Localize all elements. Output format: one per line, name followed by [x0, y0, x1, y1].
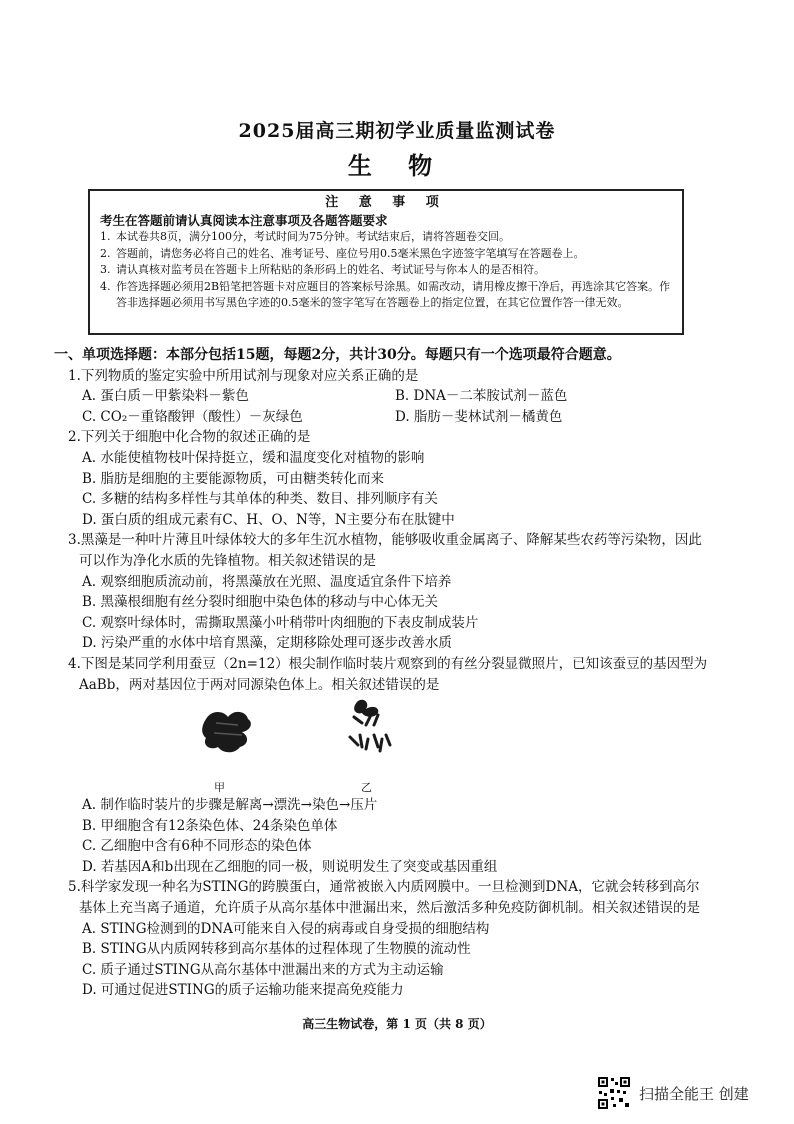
notice-item	[100, 279, 672, 312]
question-4	[68, 654, 708, 878]
scanner-watermark	[597, 1076, 749, 1110]
option-b: B. 黑藻根细胞有丝分裂时细胞中染色体的移动与中心体无关	[82, 594, 439, 611]
option-b: B. 甲细胞含有12条染色体、24条染色单体	[82, 817, 338, 834]
cell-jia-micrograph	[198, 705, 258, 760]
scanner-label: 扫描全能王 创建	[639, 1084, 749, 1103]
option-b: B. 脂肪是细胞的主要能源物质，可由糖类转化而来	[82, 470, 385, 487]
notice-item-num: 3.	[100, 263, 111, 276]
option-d: D. 污染严重的水体中培育黑藻，定期移除处理可逐步改善水质	[82, 635, 452, 652]
cell-yi-micrograph	[340, 695, 400, 765]
option-c: C. 乙细胞中含有6种不同形态的染色体	[82, 838, 312, 855]
notice-item	[100, 246, 672, 263]
section-heading: 一、单项选择题：本部分包括15题，每题2分，共计30分。每题只有一个选项最符合题意。	[54, 347, 621, 363]
notice-box	[88, 189, 684, 335]
notice-item-text: 答题前，请您务必将自己的姓名、准考证号、座位号用0.5毫米黑色字迹签字笔填写在答题卷上。	[116, 246, 585, 260]
option-a: A. 蛋白质－甲紫染料－紫色	[82, 388, 249, 405]
option-c: C. CO₂－重铬酸钾（酸性）－灰绿色	[82, 408, 303, 425]
option-d: D. 若基因A和b出现在乙细胞的同一极，则说明发生了突变或基因重组	[82, 858, 498, 875]
question-stem: 2.下列关于细胞中化合物的叙述正确的是	[68, 429, 311, 446]
option-d: D. 蛋白质的组成元素有C、H、O、N等，N主要分布在肽键中	[82, 511, 455, 528]
option-c: C. 多糖的结构多样性与其单体的种类、数目、排列顺序有关	[82, 491, 438, 508]
option-row	[68, 407, 708, 428]
question-5	[68, 877, 708, 1001]
question-stem: 4.下图是某同学利用蚕豆（2n=12）根尖制作临时装片观察到的有丝分裂显微照片，已知该蚕豆的基因型为AaBb，两对基因位于两对同源染色体上。相关叙述错误的是	[68, 655, 708, 693]
question-stem: 5.科学家发现一种名为STING的跨膜蛋白，通常被嵌入内质网膜中。一旦检测到DNA，它就会转移到高尔基体上充当离子通道，允许质子从高尔基体中泄漏出来，然后激活多种免疫防御机制。相关叙述错误的是	[68, 879, 700, 917]
notice-item-text: 请认真核对监考员在答题卡上所粘贴的条形码上的姓名、考试证号与你本人的是否相符。	[116, 263, 545, 276]
option-b: B. DNA－二苯胺试剂－蓝色	[395, 388, 568, 405]
option-a: A. 观察细胞质流动前，将黑藻放在光照、温度适宜条件下培养	[82, 573, 452, 590]
option-d: D. 可通过促进STING的质子运输功能来提高免疫能力	[82, 982, 404, 999]
option-row	[68, 386, 708, 407]
question-1	[68, 366, 708, 428]
notice-heading: 注 意 事 项	[325, 195, 447, 210]
question-3	[68, 530, 708, 654]
page-footer: 高三生物试卷，第 1 页（共 8 页）	[302, 1017, 492, 1031]
option-a: A. 水能使植物枝叶保持挺立，缓和温度变化对植物的影响	[82, 449, 425, 466]
micrograph-figures	[68, 695, 708, 795]
notice-item	[100, 262, 672, 279]
qr-code-icon	[597, 1076, 631, 1110]
notice-lead: 考生在答题前请认真阅读本注意事项及各题答题要求	[100, 213, 388, 228]
option-b: B. STING从内质网转移到高尔基体的过程体现了生物膜的流动性	[82, 941, 471, 958]
question-stem: 3.黑藻是一种叶片薄且叶绿体较大的多年生沉水植物，能够吸收重金属离子、降解某些农药等污染物，因此可以作为净化水质的先锋植物。相关叙述错误的是	[68, 532, 702, 569]
option-c: C. 观察叶绿体时，需撕取黑藻小叶稍带叶肉细胞的下表皮制成装片	[82, 614, 479, 631]
figure-label-yi: 乙	[361, 781, 372, 795]
question-stem: 1.下列物质的鉴定实验中所用试剂与现象对应关系正确的是	[68, 367, 419, 384]
exam-subject: 生 物	[347, 151, 447, 180]
question-2	[68, 427, 708, 530]
question-content	[54, 345, 708, 1001]
notice-item-num: 2.	[100, 246, 111, 260]
notice-item-num: 4.	[100, 279, 111, 293]
notice-item-num: 1.	[100, 230, 111, 243]
figure-label-jia: 甲	[214, 781, 225, 795]
option-a: A. STING检测到的DNA可能来自入侵的病毒或自身受损的细胞结构	[82, 920, 490, 937]
exam-title: 2025届高三期初学业质量监测试卷	[238, 120, 556, 142]
notice-item-text: 作答选择题必须用2B铅笔把答题卡对应题目的答案标号涂黑。如需改动，请用橡皮擦干净后，再选涂其它答案。作答非选择题必须用书写黑色字迹的0.5毫米的签字笔写在答题卷上的指定位置，在其它位置作答一律无效。	[116, 279, 671, 309]
option-a: A. 制作临时装片的步骤是解离→漂洗→染色→压片	[82, 797, 378, 814]
option-d: D. 脂肪－斐林试剂－橘黄色	[395, 408, 563, 425]
notice-item	[100, 229, 672, 246]
notice-item-text: 本试卷共8页，满分100分，考试时间为75分钟。考试结束后，请将答题卷交回。	[116, 230, 510, 243]
option-c: C. 质子通过STING从高尔基体中泄漏出来的方式为主动运输	[82, 961, 444, 978]
